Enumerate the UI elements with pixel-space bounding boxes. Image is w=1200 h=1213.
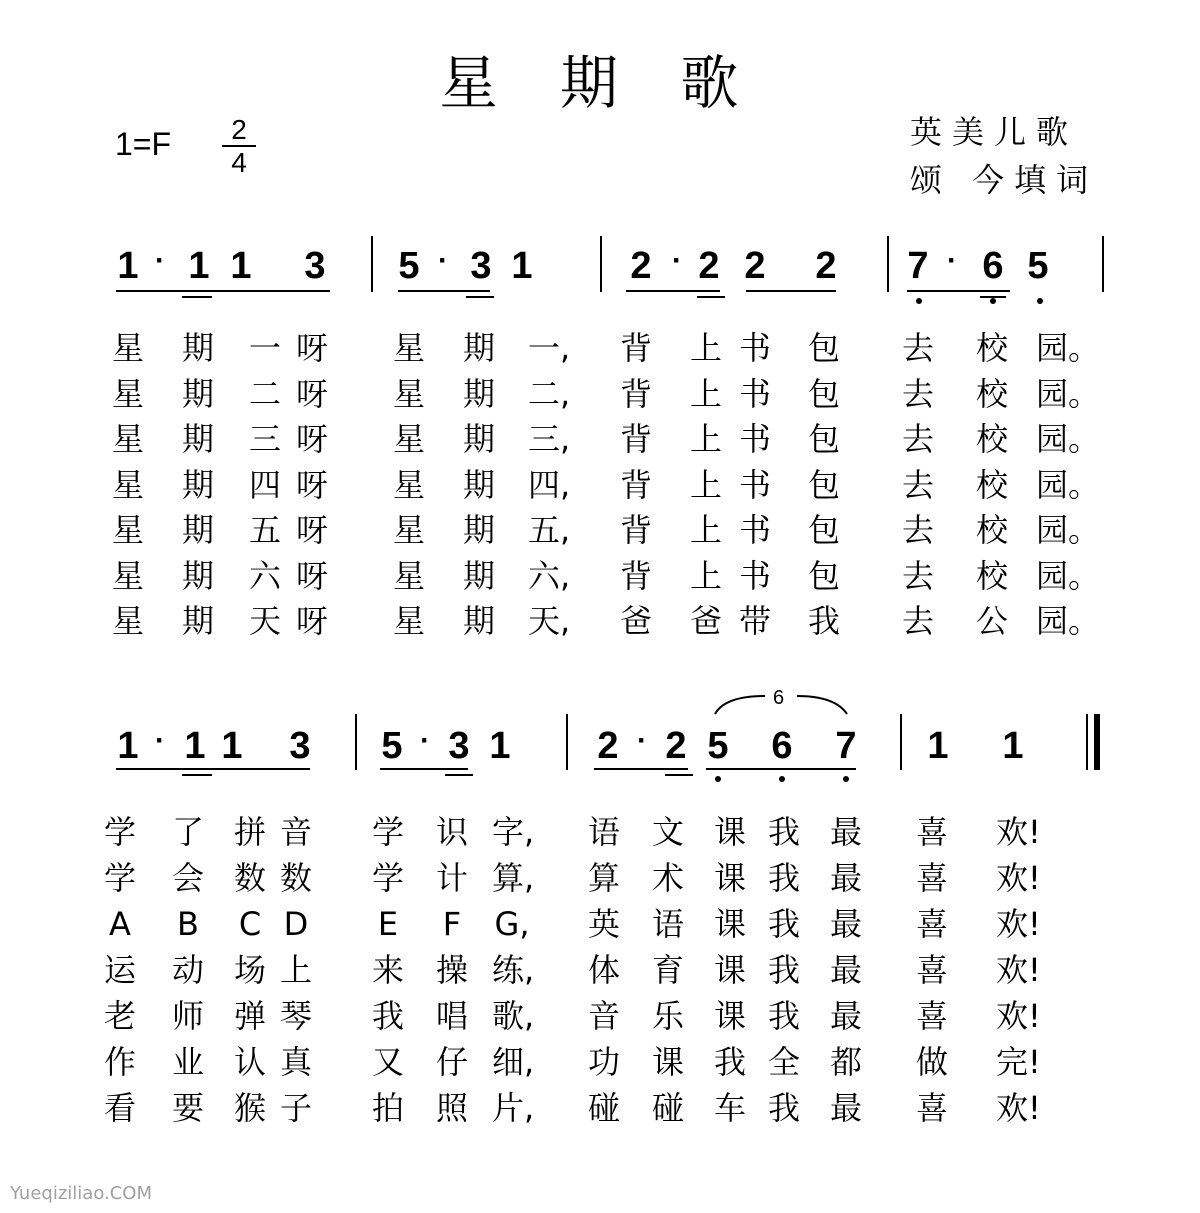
augmentation-dot: ·: [438, 244, 448, 277]
lyric-char: 校: [975, 420, 1008, 458]
eighth-underline: [116, 290, 330, 292]
lyric-char: 星: [111, 420, 144, 458]
augmentation-dot: ·: [155, 724, 165, 757]
lyric-char: 上: [689, 556, 722, 595]
lyric-char: A: [109, 905, 131, 943]
lyric-char: 识: [435, 813, 468, 851]
lyric-char: 最: [829, 951, 862, 989]
lyric-char: 呀: [295, 511, 328, 549]
lyric-char: 欢!: [996, 1089, 1041, 1127]
lyric-char: 学: [103, 813, 136, 851]
note-numeral: 2: [630, 245, 652, 287]
lyric-char: 去: [901, 420, 934, 458]
lyric-char: C: [238, 905, 262, 943]
lyric-char: 校: [975, 329, 1008, 367]
lyric-char: 我: [371, 997, 404, 1035]
lyric-char: 校: [975, 556, 1008, 595]
low-octave-dot: [715, 776, 721, 782]
bar-line: [1102, 236, 1104, 292]
lyric-char: 猴: [233, 1089, 266, 1127]
augmentation-dot: ·: [672, 244, 682, 277]
lyric-char: 星: [392, 374, 425, 413]
lyric-char: 拼: [233, 813, 266, 851]
lyric-char: 去: [901, 465, 934, 504]
lyric-char: 了: [171, 813, 204, 851]
lyric-char: 场: [233, 951, 266, 989]
lyric-char: 文: [651, 813, 684, 851]
lyric-char: 背: [619, 329, 652, 367]
note-numeral: 2: [744, 245, 766, 287]
lyric-char: 碰: [651, 1089, 684, 1127]
note-numeral: 6: [982, 245, 1004, 287]
lyric-char: 园。: [1036, 374, 1101, 413]
lyric-char: 星: [111, 556, 144, 595]
lyric-char: 拍: [371, 1089, 404, 1127]
lyric-char: 期: [181, 511, 214, 549]
lyric-char: 弹: [233, 997, 266, 1035]
lyric-char: 包: [807, 374, 840, 413]
lyric-char: 期: [462, 420, 495, 458]
note-numeral: 2: [698, 245, 720, 287]
lyric-char: 期: [462, 556, 495, 595]
lyric-char: 背: [619, 465, 652, 504]
lyric-char: 包: [807, 511, 840, 549]
lyric-char: 星: [111, 602, 144, 640]
eighth-underline: [380, 768, 468, 770]
tuplet-number: 6: [773, 687, 785, 709]
lyric-char: 作: [103, 1043, 136, 1081]
time-signature-top: 2: [231, 114, 247, 145]
augmentation-dot: ·: [155, 244, 165, 277]
lyric-char: 园。: [1036, 602, 1101, 640]
eighth-underline: [665, 774, 693, 776]
lyric-char: 书: [738, 329, 771, 367]
eighth-underline: [116, 768, 310, 770]
lyric-char: 二: [248, 374, 281, 413]
lyric-char: 呀: [295, 465, 328, 504]
lyric-char: 上: [279, 951, 312, 989]
eighth-underline: [182, 774, 212, 776]
lyric-char: 都: [829, 1043, 862, 1081]
low-octave-dot: [990, 298, 996, 304]
lyric-char: D: [283, 905, 309, 943]
note-numeral: 2: [815, 245, 837, 287]
lyric-char: 最: [829, 1089, 862, 1127]
lyric-char: B: [177, 905, 199, 943]
lyric-char: 算: [587, 859, 620, 897]
lyric-char: 老: [103, 997, 136, 1035]
lyric-char: 天: [248, 602, 281, 640]
note-numeral: 1: [1002, 725, 1024, 767]
lyric-char: 期: [181, 374, 214, 413]
note-numeral: 1: [489, 725, 511, 767]
bar-line: [600, 236, 602, 292]
eighth-underline: [626, 290, 720, 292]
lyric-char: 操: [435, 951, 468, 989]
lyric-char: 我: [767, 905, 800, 943]
lyric-char: 星: [392, 420, 425, 458]
lyric-char: 动: [171, 951, 204, 989]
eighth-underline: [594, 768, 688, 770]
lyric-char: 期: [181, 420, 214, 458]
lyric-char: 子: [279, 1089, 312, 1127]
lyric-char: 去: [901, 602, 934, 640]
lyric-char: 最: [829, 997, 862, 1035]
augmentation-dot: ·: [420, 724, 430, 757]
song-title: 星 期 歌: [439, 49, 761, 117]
lyric-char: 校: [975, 511, 1008, 549]
note-numeral: 3: [289, 725, 311, 767]
note-numeral: 2: [665, 725, 687, 767]
lyric-char: 背: [619, 420, 652, 458]
eighth-underline: [697, 296, 725, 298]
lyric-char: 功: [587, 1043, 620, 1081]
note-numeral: 5: [707, 725, 729, 767]
note-numeral: 3: [448, 725, 470, 767]
lyric-char: 要: [171, 1089, 204, 1127]
bar-line: [900, 714, 902, 770]
note-numeral: 1: [188, 245, 210, 287]
lyric-char: 学: [103, 859, 136, 897]
lyric-char: 唱: [435, 997, 468, 1035]
lyric-char: 上: [689, 511, 722, 549]
lyric-char: 育: [651, 951, 684, 989]
lyric-char: 课: [713, 905, 746, 943]
lyric-char: 术: [651, 859, 684, 897]
lyric-char: F: [442, 905, 462, 943]
lyric-char: 我: [767, 1089, 800, 1127]
lyric-char: 公: [975, 602, 1008, 640]
note-numeral: 1: [221, 725, 243, 767]
lyric-char: 一: [248, 329, 281, 367]
bar-line: [566, 714, 568, 770]
lyric-char: 照: [435, 1089, 468, 1127]
note-numeral: 1: [511, 245, 533, 287]
lyric-char: 上: [689, 374, 722, 413]
lyric-char: 做: [915, 1043, 948, 1081]
note-numeral: 1: [230, 245, 252, 287]
lyric-char: 我: [713, 1043, 746, 1081]
lyric-char: 去: [901, 556, 934, 595]
note-numeral: 1: [184, 725, 206, 767]
lyric-char: 乐: [651, 997, 684, 1035]
lyric-char: 星: [111, 465, 144, 504]
lyric-char: 完!: [996, 1043, 1041, 1081]
note-numeral: 1: [927, 725, 949, 767]
lyric-char: 英: [587, 905, 620, 943]
lyric-char: 三: [248, 420, 281, 458]
lyric-char: E: [377, 905, 399, 943]
note-numeral: 3: [470, 245, 492, 287]
low-octave-dot: [1037, 298, 1043, 304]
lyric-char: 背: [619, 374, 652, 413]
lyric-char: 喜: [915, 951, 948, 989]
lyric-char: G,: [494, 905, 530, 943]
lyric-char: 书: [738, 420, 771, 458]
lyric-char: 算,: [492, 859, 535, 897]
lyric-char: 书: [738, 374, 771, 413]
lyric-char: 星: [392, 465, 425, 504]
lyric-char: 看: [103, 1089, 136, 1127]
note-numeral: 3: [304, 245, 326, 287]
note-numeral: 7: [907, 245, 929, 287]
lyric-char: 背: [619, 556, 652, 595]
low-octave-dot: [779, 776, 785, 782]
low-octave-dot: [916, 298, 922, 304]
lyric-char: 我: [767, 813, 800, 851]
lyric-char: 带: [738, 602, 771, 640]
note-numeral: 1: [117, 725, 139, 767]
lyric-char: 喜: [915, 813, 948, 851]
lyric-char: 呀: [295, 602, 328, 640]
lyric-char: 去: [901, 329, 934, 367]
lyric-char: 背: [619, 511, 652, 549]
lyric-char: 语: [651, 905, 684, 943]
augmentation-dot: ·: [637, 724, 647, 757]
bar-line: [355, 714, 357, 770]
lyric-char: 星: [111, 374, 144, 413]
lyric-char: 真: [279, 1043, 312, 1081]
lyric-char: 园。: [1036, 465, 1101, 504]
lyric-char: 星: [392, 329, 425, 367]
lyric-char: 我: [807, 602, 840, 640]
lyric-char: 车: [713, 1089, 746, 1127]
lyric-char: 欢!: [996, 997, 1041, 1035]
lyric-char: 学: [371, 813, 404, 851]
lyric-char: 期: [181, 465, 214, 504]
lyric-char: 课: [713, 951, 746, 989]
lyric-char: 字,: [492, 813, 535, 851]
lyric-char: 呀: [295, 556, 328, 595]
lyric-char: 体: [587, 951, 620, 989]
lyric-char: 期: [181, 329, 214, 367]
lyric-char: 音: [587, 997, 620, 1035]
lyric-char: 六,: [528, 556, 571, 595]
lyric-char: 呀: [295, 374, 328, 413]
lyric-char: 来: [371, 951, 404, 989]
eighth-underline: [706, 768, 856, 770]
lyric-char: 业: [171, 1043, 204, 1081]
lyric-char: 欢!: [996, 813, 1041, 851]
note-numeral: 5: [381, 725, 403, 767]
lyric-char: 上: [689, 329, 722, 367]
lyric-char: 数: [233, 859, 266, 897]
eighth-underline: [445, 774, 473, 776]
lyric-char: 我: [767, 859, 800, 897]
lyric-char: 课: [713, 997, 746, 1035]
lyric-char: 我: [767, 997, 800, 1035]
lyric-char: 欢!: [996, 859, 1041, 897]
key-signature: 1=F: [115, 126, 172, 162]
lyric-char: 最: [829, 859, 862, 897]
eighth-underline: [907, 290, 1010, 292]
origin-credit: 英美儿歌: [910, 113, 1079, 151]
low-octave-dot: [843, 776, 849, 782]
eighth-underline: [746, 290, 836, 292]
lyric-char: 四: [248, 465, 281, 504]
lyric-char: 计: [435, 859, 468, 897]
lyric-char: 呀: [295, 329, 328, 367]
lyric-char: 片,: [492, 1089, 535, 1127]
augmentation-dot: ·: [947, 244, 957, 277]
lyric-char: 期: [462, 465, 495, 504]
lyric-char: 练,: [492, 951, 535, 989]
lyric-char: 喜: [915, 1089, 948, 1127]
eighth-underline: [466, 296, 494, 298]
note-numeral: 1: [117, 245, 139, 287]
lyric-char: 包: [807, 556, 840, 595]
lyric-char: 三,: [528, 420, 571, 458]
lyric-char: 又: [371, 1043, 404, 1081]
time-signature-bottom: 4: [231, 147, 247, 178]
lyric-char: 园。: [1036, 556, 1101, 595]
lyric-char: 园。: [1036, 420, 1101, 458]
lyric-char: 上: [689, 465, 722, 504]
note-numeral: 6: [771, 725, 793, 767]
lyric-char: 书: [738, 556, 771, 595]
lyric-char: 期: [462, 602, 495, 640]
eighth-underline: [398, 290, 490, 292]
lyric-char: 包: [807, 465, 840, 504]
note-numeral: 2: [597, 725, 619, 767]
lyric-char: 全: [767, 1043, 800, 1081]
eighth-underline: [182, 296, 212, 298]
bar-line: [887, 236, 889, 292]
lyric-char: 星: [111, 511, 144, 549]
lyric-char: 喜: [915, 859, 948, 897]
lyric-char: 书: [738, 465, 771, 504]
lyric-char: 包: [807, 329, 840, 367]
lyric-char: 歌,: [492, 997, 535, 1035]
lyric-char: 课: [651, 1043, 684, 1081]
lyric-char: 欢!: [996, 905, 1041, 943]
lyric-char: 学: [371, 859, 404, 897]
lyric-char: 星: [392, 602, 425, 640]
lyric-char: 四,: [528, 465, 571, 504]
lyric-char: 语: [587, 813, 620, 851]
lyric-char: 最: [829, 905, 862, 943]
tuplet-arc-right: [797, 696, 847, 714]
lyric-char: 六: [248, 556, 281, 595]
lyric-char: 校: [975, 374, 1008, 413]
lyric-char: 园。: [1036, 511, 1101, 549]
lyric-char: 认: [233, 1043, 266, 1081]
lyric-char: 园。: [1036, 329, 1101, 367]
lyric-char: 师: [171, 997, 204, 1035]
lyric-char: 一,: [528, 329, 571, 367]
lyric-char: 琴: [279, 997, 312, 1035]
final-bar-thin: [1086, 714, 1088, 770]
watermark: Yueqiziliao.COM: [10, 1183, 153, 1204]
lyric-char: 喜: [915, 905, 948, 943]
final-bar-thick: [1094, 714, 1100, 770]
lyric-char: 上: [689, 420, 722, 458]
lyric-char: 课: [713, 859, 746, 897]
time-signature: [222, 116, 256, 177]
lyric-char: 期: [462, 374, 495, 413]
lyric-char: 期: [462, 511, 495, 549]
lyric-char: 期: [462, 329, 495, 367]
lyric-char: 二,: [528, 374, 571, 413]
lyric-char: 细,: [492, 1043, 535, 1081]
lyric-char: 运: [103, 951, 136, 989]
lyric-char: 星: [392, 556, 425, 595]
lyric-char: 会: [171, 859, 204, 897]
lyric-char: 喜: [915, 997, 948, 1035]
lyric-char: 书: [738, 511, 771, 549]
bar-line: [371, 236, 373, 292]
lyric-char: 五,: [528, 511, 571, 549]
lyric-char: 仔: [435, 1043, 468, 1081]
lyric-char: 期: [181, 602, 214, 640]
lyric-char: 课: [713, 813, 746, 851]
tuplet-bracket: [705, 684, 865, 724]
note-numeral: 5: [1027, 245, 1049, 287]
lyric-char: 碰: [587, 1089, 620, 1127]
lyric-char: 星: [111, 329, 144, 367]
lyric-char: 最: [829, 813, 862, 851]
lyric-char: 呀: [295, 420, 328, 458]
lyric-char: 校: [975, 465, 1008, 504]
lyricist-credit: 颂 今填词: [910, 161, 1099, 199]
lyric-char: 爸: [689, 602, 722, 640]
lyric-char: 我: [767, 951, 800, 989]
lyric-char: 去: [901, 511, 934, 549]
lyric-char: 去: [901, 374, 934, 413]
lyric-char: 欢!: [996, 951, 1041, 989]
lyric-char: 星: [392, 511, 425, 549]
lyric-char: 天,: [528, 602, 571, 640]
tuplet-arc-left: [715, 696, 765, 714]
note-numeral: 5: [398, 245, 420, 287]
lyric-char: 期: [181, 556, 214, 595]
lyric-char: 五: [248, 511, 281, 549]
note-numeral: 7: [835, 725, 857, 767]
lyric-char: 爸: [619, 602, 652, 640]
lyric-char: 数: [279, 859, 312, 897]
lyric-char: 音: [279, 813, 312, 851]
lyric-char: 包: [807, 420, 840, 458]
